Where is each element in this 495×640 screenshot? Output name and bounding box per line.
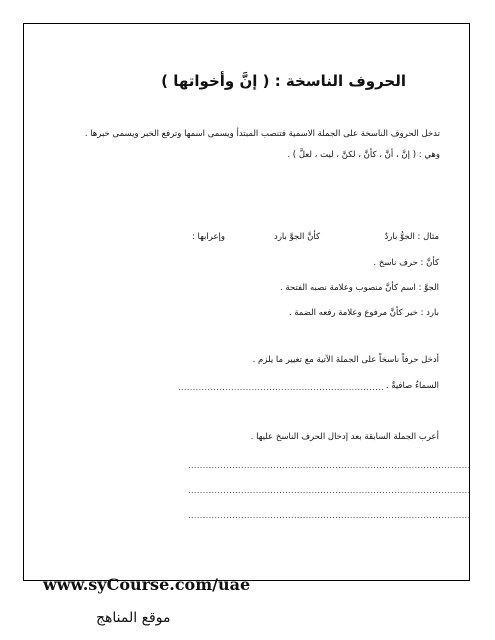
intro-line-1: تدخل الحروف الناسخة على الجملة الاسمية فتنصب المبتدأ ويسمى اسمها وترفع الخبر ويسمى خبرها . — [84, 129, 440, 139]
example-label: مثال : الجوُّ باردٌ — [384, 232, 439, 242]
intro-line-2: وهي : ( إنَّ ، أنَّ ، كأنَّ ، لكنَّ ، ليت ، لعلَّ ) . — [287, 150, 440, 160]
footer-url[interactable]: www.syCourse.com/uae — [43, 575, 251, 594]
exercise2-prompt: أعرب الجملة السابقة بعد إدخال الحرف الناسخ عليها . — [250, 432, 439, 442]
exercise1-sentence: السماءُ صافيةٌ . — [385, 381, 439, 391]
footer-site-name: موقع المناهج — [96, 610, 171, 626]
page-title: الحروف الناسخة : ( إنَّ وأخواتها ) — [161, 72, 406, 90]
worksheet-border — [23, 23, 470, 581]
example-transformed: كأنَّ الجوَّ بارد — [274, 232, 320, 242]
example-parse-label: وإعرابها : — [191, 232, 225, 242]
exercise1-answer-line[interactable]: ...................................................................... — [178, 383, 385, 392]
exercise1-prompt: أدخل حرفاً ناسخاً على الجملة الآتية مع تغيير ما يلزم . — [252, 355, 439, 365]
exercise2-answer-line[interactable]: ................................................................................................ — [188, 511, 471, 520]
example-parse-3: بارد : خبر كأنَّ مرفوع وعلامة رفعه الضمة . — [288, 308, 439, 318]
exercise2-answer-line[interactable]: ................................................................................................ — [188, 461, 471, 470]
example-parse-1: كأنَّ : حرف ناسخ . — [373, 258, 439, 268]
exercise2-answer-line[interactable]: ................................................................................................ — [188, 486, 471, 495]
example-parse-2: الجوَّ : اسم كأنَّ منصوب وعلامة نصبه الفتحة . — [280, 283, 439, 293]
